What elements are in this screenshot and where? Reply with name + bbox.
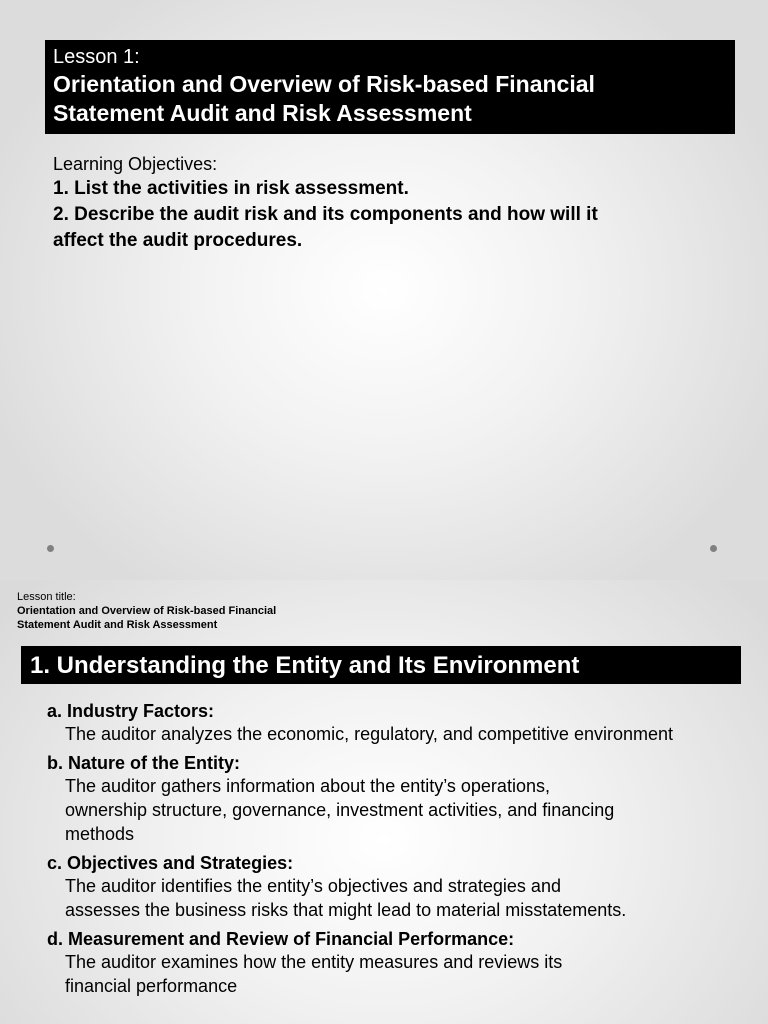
factor-body-line: The auditor analyzes the economic, regulatory, and competitive environment bbox=[65, 724, 673, 744]
section-title: 1. Understanding the Entity and Its Environment bbox=[21, 646, 741, 684]
factor-heading: c. Objectives and Strategies: bbox=[47, 853, 294, 873]
factor-body-line: ownership structure, governance, investment activities, and financing bbox=[65, 800, 615, 820]
lesson-title-line-2: Statement Audit and Risk Assessment bbox=[53, 100, 472, 126]
lesson-ref-title-line-1: Orientation and Overview of Risk-based Financial bbox=[17, 605, 277, 617]
lesson-label: Lesson 1: bbox=[53, 46, 140, 68]
factor-body-line: assesses the business risks that might lead to material misstatements. bbox=[65, 900, 627, 920]
factor-heading: d. Measurement and Review of Financial Performance: bbox=[47, 929, 515, 949]
factor-heading: b. Nature of the Entity: bbox=[47, 753, 240, 773]
lesson-reference bbox=[17, 590, 417, 632]
factor-objectives-strategies bbox=[47, 852, 747, 922]
factor-nature-of-entity bbox=[47, 752, 747, 846]
lesson-ref-label: Lesson title: bbox=[17, 591, 76, 603]
objective-1: 1. List the activities in risk assessment. bbox=[53, 178, 409, 199]
slide-understanding-entity bbox=[0, 580, 768, 1024]
factor-industry bbox=[47, 700, 747, 746]
lesson-title-line-1: Orientation and Overview of Risk-based Financial bbox=[53, 71, 595, 97]
factor-financial-performance bbox=[47, 928, 747, 998]
factor-body-line: financial performance bbox=[65, 976, 238, 996]
factor-heading: a. Industry Factors: bbox=[47, 701, 215, 721]
lesson-ref-title-line-2: Statement Audit and Risk Assessment bbox=[17, 619, 218, 631]
factor-body-line: The auditor examines how the entity measures and reviews its bbox=[65, 952, 563, 972]
factor-body-line: The auditor identifies the entity’s objectives and strategies and bbox=[65, 876, 561, 896]
lesson-title-box bbox=[45, 40, 735, 134]
factor-body-line: The auditor gathers information about the entity’s operations, bbox=[65, 776, 550, 796]
factor-body-line: methods bbox=[65, 824, 135, 844]
slide-bullet-dot-left bbox=[47, 545, 54, 552]
factor-list bbox=[47, 700, 747, 1004]
objective-2-line-1: 2. Describe the audit risk and its components and how will it bbox=[53, 204, 598, 225]
objective-2-line-2: affect the audit procedures. bbox=[53, 230, 303, 251]
slide-bullet-dot-right bbox=[710, 545, 717, 552]
learning-objectives bbox=[53, 153, 713, 254]
objectives-label: Learning Objectives: bbox=[53, 154, 218, 174]
